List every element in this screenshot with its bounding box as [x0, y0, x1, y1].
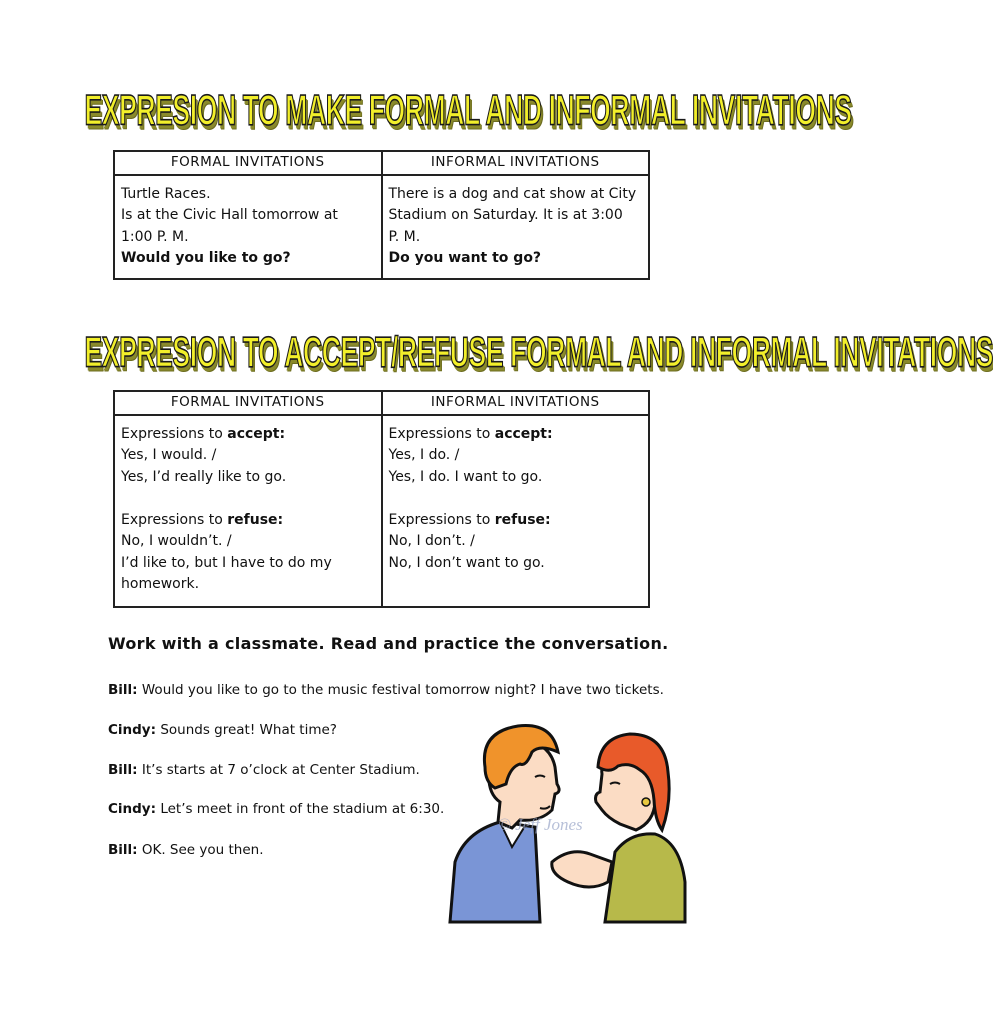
speech: It’s starts at 7 o’clock at Center Stadium. [141, 762, 420, 778]
formal-refuse-line: No, I wouldn’t. / [121, 533, 232, 549]
watermark-text: © Jeff Jones [498, 815, 583, 834]
refuse-heading: Expressions to refuse: [121, 511, 284, 528]
accept-refuse-table [113, 390, 650, 608]
formal-question: Would you like to go? [121, 250, 291, 266]
header-informal: INFORMAL INVITATIONS [382, 391, 650, 415]
informal-refuse-line: No, I don’t want to go. [388, 554, 545, 571]
informal-line: P. M. [388, 228, 421, 245]
speech: Sounds great! What time? [160, 722, 337, 738]
speaker: Cindy: [108, 801, 157, 817]
speech: Let’s meet in front of the stadium at 6:30. [160, 801, 445, 817]
informal-question: Do you want to go? [388, 250, 542, 266]
informal-refuse-line: No, I don’t. / [388, 533, 475, 549]
accept-heading: Expressions to accept: [388, 425, 553, 442]
make-invitations-table [113, 150, 650, 280]
header-informal: INFORMAL INVITATIONS [382, 151, 650, 175]
informal-responses-cell [382, 415, 650, 607]
header-formal: FORMAL INVITATIONS [114, 151, 382, 175]
instruction-text: Work with a classmate. Read and practice the conversation. [108, 634, 669, 653]
conversation-line [108, 762, 420, 778]
formal-accept-line: Yes, I would. / [121, 447, 217, 463]
informal-line: There is a dog and cat show at City [388, 185, 637, 202]
conversation-line [108, 682, 664, 698]
conversation-line [108, 801, 444, 817]
two-people-talking-illustration [440, 722, 690, 922]
formal-invitation-cell [114, 175, 382, 279]
speech: OK. See you then. [141, 842, 264, 858]
refuse-heading: Expressions to refuse: [388, 511, 551, 528]
informal-accept-line: Yes, I do. I want to go. [388, 468, 543, 485]
conversation-line [108, 722, 337, 738]
header-formal: FORMAL INVITATIONS [114, 391, 382, 415]
title-accept-refuse: EXPRESION TO ACCEPT/REFUSE FORMAL AND INFORMAL INVITATIONS [84, 329, 993, 377]
informal-accept-line: Yes, I do. / [388, 447, 460, 463]
speech: Would you like to go to the music festival tomorrow night? I have two tickets. [141, 682, 664, 698]
speaker: Cindy: [108, 722, 157, 738]
speaker: Bill: [108, 682, 138, 698]
formal-line: 1:00 P. M. [121, 228, 189, 245]
formal-accept-line: Yes, I’d really like to go. [121, 468, 287, 485]
formal-refuse-line: I’d like to, but I have to do my [121, 554, 332, 571]
informal-invitation-cell [382, 175, 650, 279]
speaker: Bill: [108, 762, 138, 778]
speaker: Bill: [108, 842, 138, 858]
formal-line: Turtle Races. [121, 185, 211, 202]
formal-responses-cell [114, 415, 382, 607]
title-make-invitations: EXPRESION TO MAKE FORMAL AND INFORMAL INVITATIONS [84, 87, 852, 135]
conversation-line [108, 842, 264, 858]
accept-heading: Expressions to accept: [121, 425, 286, 442]
informal-line: Stadium on Saturday. It is at 3:00 [388, 207, 623, 223]
formal-line: Is at the Civic Hall tomorrow at [121, 207, 338, 223]
formal-refuse-line: homework. [121, 576, 200, 592]
